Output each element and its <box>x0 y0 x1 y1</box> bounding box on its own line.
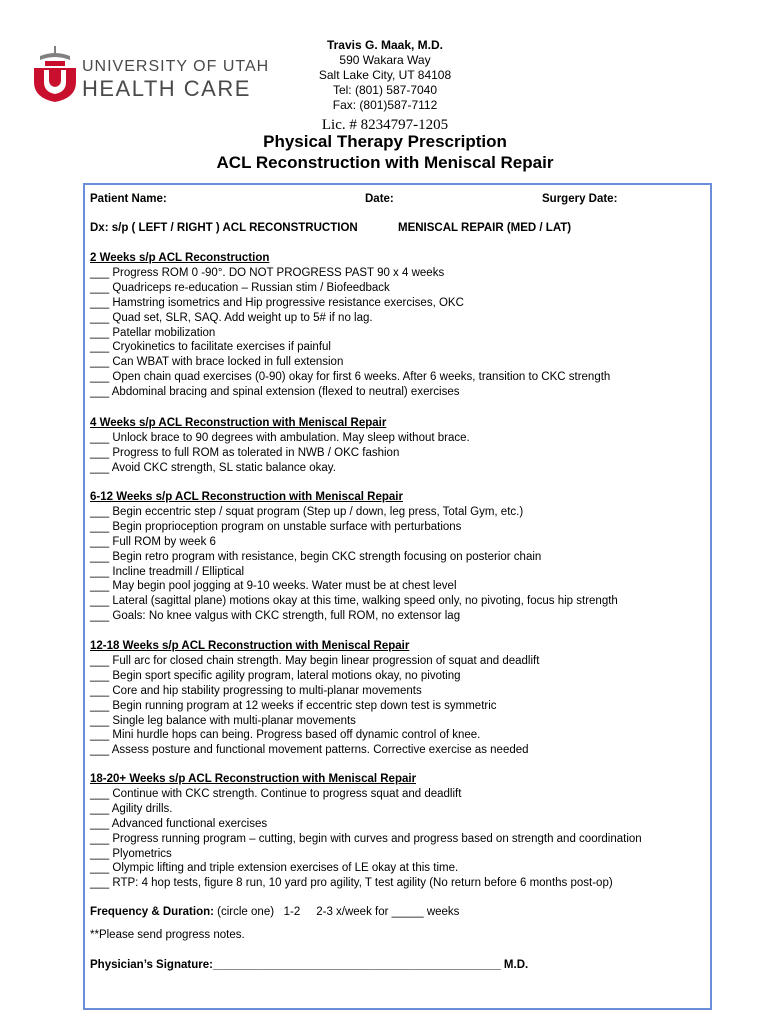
section-18-20-weeks <box>90 772 642 891</box>
doctor-info <box>300 38 470 135</box>
checklist-item: ___ Begin running program at 12 weeks if eccentric step down test is symmetric <box>90 699 497 712</box>
signature-line[interactable]: _____________________________________________ <box>212 959 501 971</box>
page-subtitle: ACL Reconstruction with Meniscal Repair <box>216 153 554 172</box>
surgery-date-label: Surgery Date: <box>542 193 618 205</box>
checklist-item: ___ Assess posture and functional movement patterns. Corrective exercise as needed <box>90 744 529 757</box>
doctor-license: Lic. # 8234797-1205 <box>321 117 449 133</box>
checklist-item: ___ Begin eccentric step / squat program (Step up / down, leg press, Total Gym, etc.) <box>90 505 524 518</box>
progress-notes: **Please send progress notes. <box>90 929 245 941</box>
section-6-12-weeks <box>90 490 618 624</box>
checklist-item: ___ Progress to full ROM as tolerated in NWB / OKC fashion <box>90 446 400 459</box>
section-heading: 4 Weeks s/p ACL Reconstruction with Meniscal Repair <box>90 417 387 429</box>
checklist-item: ___ Mini hurdle hops can being. Progress based off dynamic control of knee. <box>90 729 481 742</box>
checklist-item: ___ Agility drills. <box>90 802 173 815</box>
checklist-item: ___ Progress running program – cutting, begin with curves and progress based on strength and coordination <box>90 832 642 845</box>
checklist-item: ___ Avoid CKC strength, SL static balance okay. <box>90 461 336 474</box>
logo-line-health-care: HEALTH CARE <box>82 76 251 101</box>
page-title: Physical Therapy Prescription <box>263 132 507 151</box>
checklist-item: ___ Advanced functional exercises <box>90 817 268 830</box>
checklist-item: ___ Quadriceps re-education – Russian stim / Biofeedback <box>90 281 390 294</box>
checklist-item: ___ Plyometrics <box>90 847 172 860</box>
doctor-address-1: 590 Wakara Way <box>339 53 431 67</box>
checklist-item: ___ Begin proprioception program on unstable surface with perturbations <box>90 520 462 533</box>
checklist-item: ___ Patellar mobilization <box>90 326 216 339</box>
doctor-tel: Tel: (801) 587-7040 <box>332 83 438 97</box>
frequency-text: (circle one) 1-2 2-3 x/week for _____ weeks <box>213 906 460 918</box>
section-2-weeks <box>90 251 610 400</box>
section-heading: 6-12 Weeks s/p ACL Reconstruction with Meniscal Repair <box>90 491 403 503</box>
checklist-item: ___ Full arc for closed chain strength. May begin linear progression of squat and deadlift <box>90 654 540 667</box>
checklist-item: ___ Begin retro program with resistance, begin CKC strength focusing on posterior chain <box>90 550 542 563</box>
checklist-item: ___ Begin sport specific agility program, lateral motions okay, no pivoting <box>90 669 461 682</box>
checklist-item: ___ Cryokinetics to facilitate exercises if painful <box>90 341 331 354</box>
checklist-item: ___ Unlock brace to 90 degrees with ambulation. May sleep without brace. <box>90 431 470 444</box>
checklist-item: ___ Full ROM by week 6 <box>90 535 216 548</box>
section-12-18-weeks <box>90 639 539 758</box>
section-4-weeks <box>90 416 470 476</box>
doctor-address-2: Salt Lake City, UT 84108 <box>318 68 452 82</box>
logo-line-university: UNIVERSITY OF UTAH <box>82 58 270 75</box>
checklist-item: ___ Open chain quad exercises (0-90) okay for first 6 weeks. After 6 weeks, transition to CKC strength <box>90 371 611 384</box>
checklist-item: ___ Core and hip stability progressing to multi-planar movements <box>90 684 422 697</box>
checklist-item: ___ Can WBAT with brace locked in full extension <box>90 356 344 369</box>
frequency-duration <box>90 906 459 918</box>
checklist-item: ___ Goals: No knee valgus with CKC strength, full ROM, no extensor lag <box>90 610 461 623</box>
checklist-item: ___ Olympic lifting and triple extension exercises of LE okay at this time. <box>90 862 459 875</box>
frequency-label: Frequency & Duration: <box>90 906 214 918</box>
doctor-fax: Fax: (801)587-7112 <box>332 98 438 112</box>
checklist-item: ___ Single leg balance with multi-planar movements <box>90 714 356 727</box>
checklist-item: ___ Continue with CKC strength. Continue to progress squat and deadlift <box>90 787 462 800</box>
checklist-item: ___ May begin pool jogging at 9-10 weeks. Water must be at chest level <box>90 580 457 593</box>
checklist-item: ___ Abdominal bracing and spinal extension (flexed to neutral) exercises <box>90 386 460 399</box>
checklist-item: ___ Hamstring isometrics and Hip progressive resistance exercises, OKC <box>90 296 464 309</box>
diagnosis-acl: Dx: s/p ( LEFT / RIGHT ) ACL RECONSTRUCTION <box>90 222 358 234</box>
checklist-item: ___ Quad set, SLR, SAQ. Add weight up to 5# if no lag. <box>90 311 373 324</box>
signature-suffix: M.D. <box>500 959 529 971</box>
section-heading: 2 Weeks s/p ACL Reconstruction <box>90 252 270 264</box>
physician-signature <box>90 959 528 971</box>
checklist-item: ___ RTP: 4 hop tests, figure 8 run, 10 yard pro agility, T test agility (No return before 6 months post-op) <box>90 877 613 890</box>
diagnosis-meniscal: MENISCAL REPAIR (MED / LAT) <box>398 222 572 234</box>
checklist-item: ___ Incline treadmill / Elliptical <box>90 565 245 578</box>
checklist-item: ___ Progress ROM 0 -90°. DO NOT PROGRESS PAST 90 x 4 weeks <box>90 266 445 279</box>
section-heading: 18-20+ Weeks s/p ACL Reconstruction with Meniscal Repair <box>90 773 417 785</box>
section-heading: 12-18 Weeks s/p ACL Reconstruction with Meniscal Repair <box>90 640 410 652</box>
signature-label: Physician’s Signature: <box>90 959 213 971</box>
doctor-name: Travis G. Maak, M.D. <box>326 38 444 52</box>
date-label: Date: <box>365 193 394 205</box>
university-logo <box>30 44 270 104</box>
patient-name-label: Patient Name: <box>90 193 167 205</box>
caduceus-shield-icon <box>30 44 80 104</box>
checklist-item: ___ Lateral (sagittal plane) motions okay at this time, walking speed only, no pivoting, focus hip strength <box>90 595 618 608</box>
